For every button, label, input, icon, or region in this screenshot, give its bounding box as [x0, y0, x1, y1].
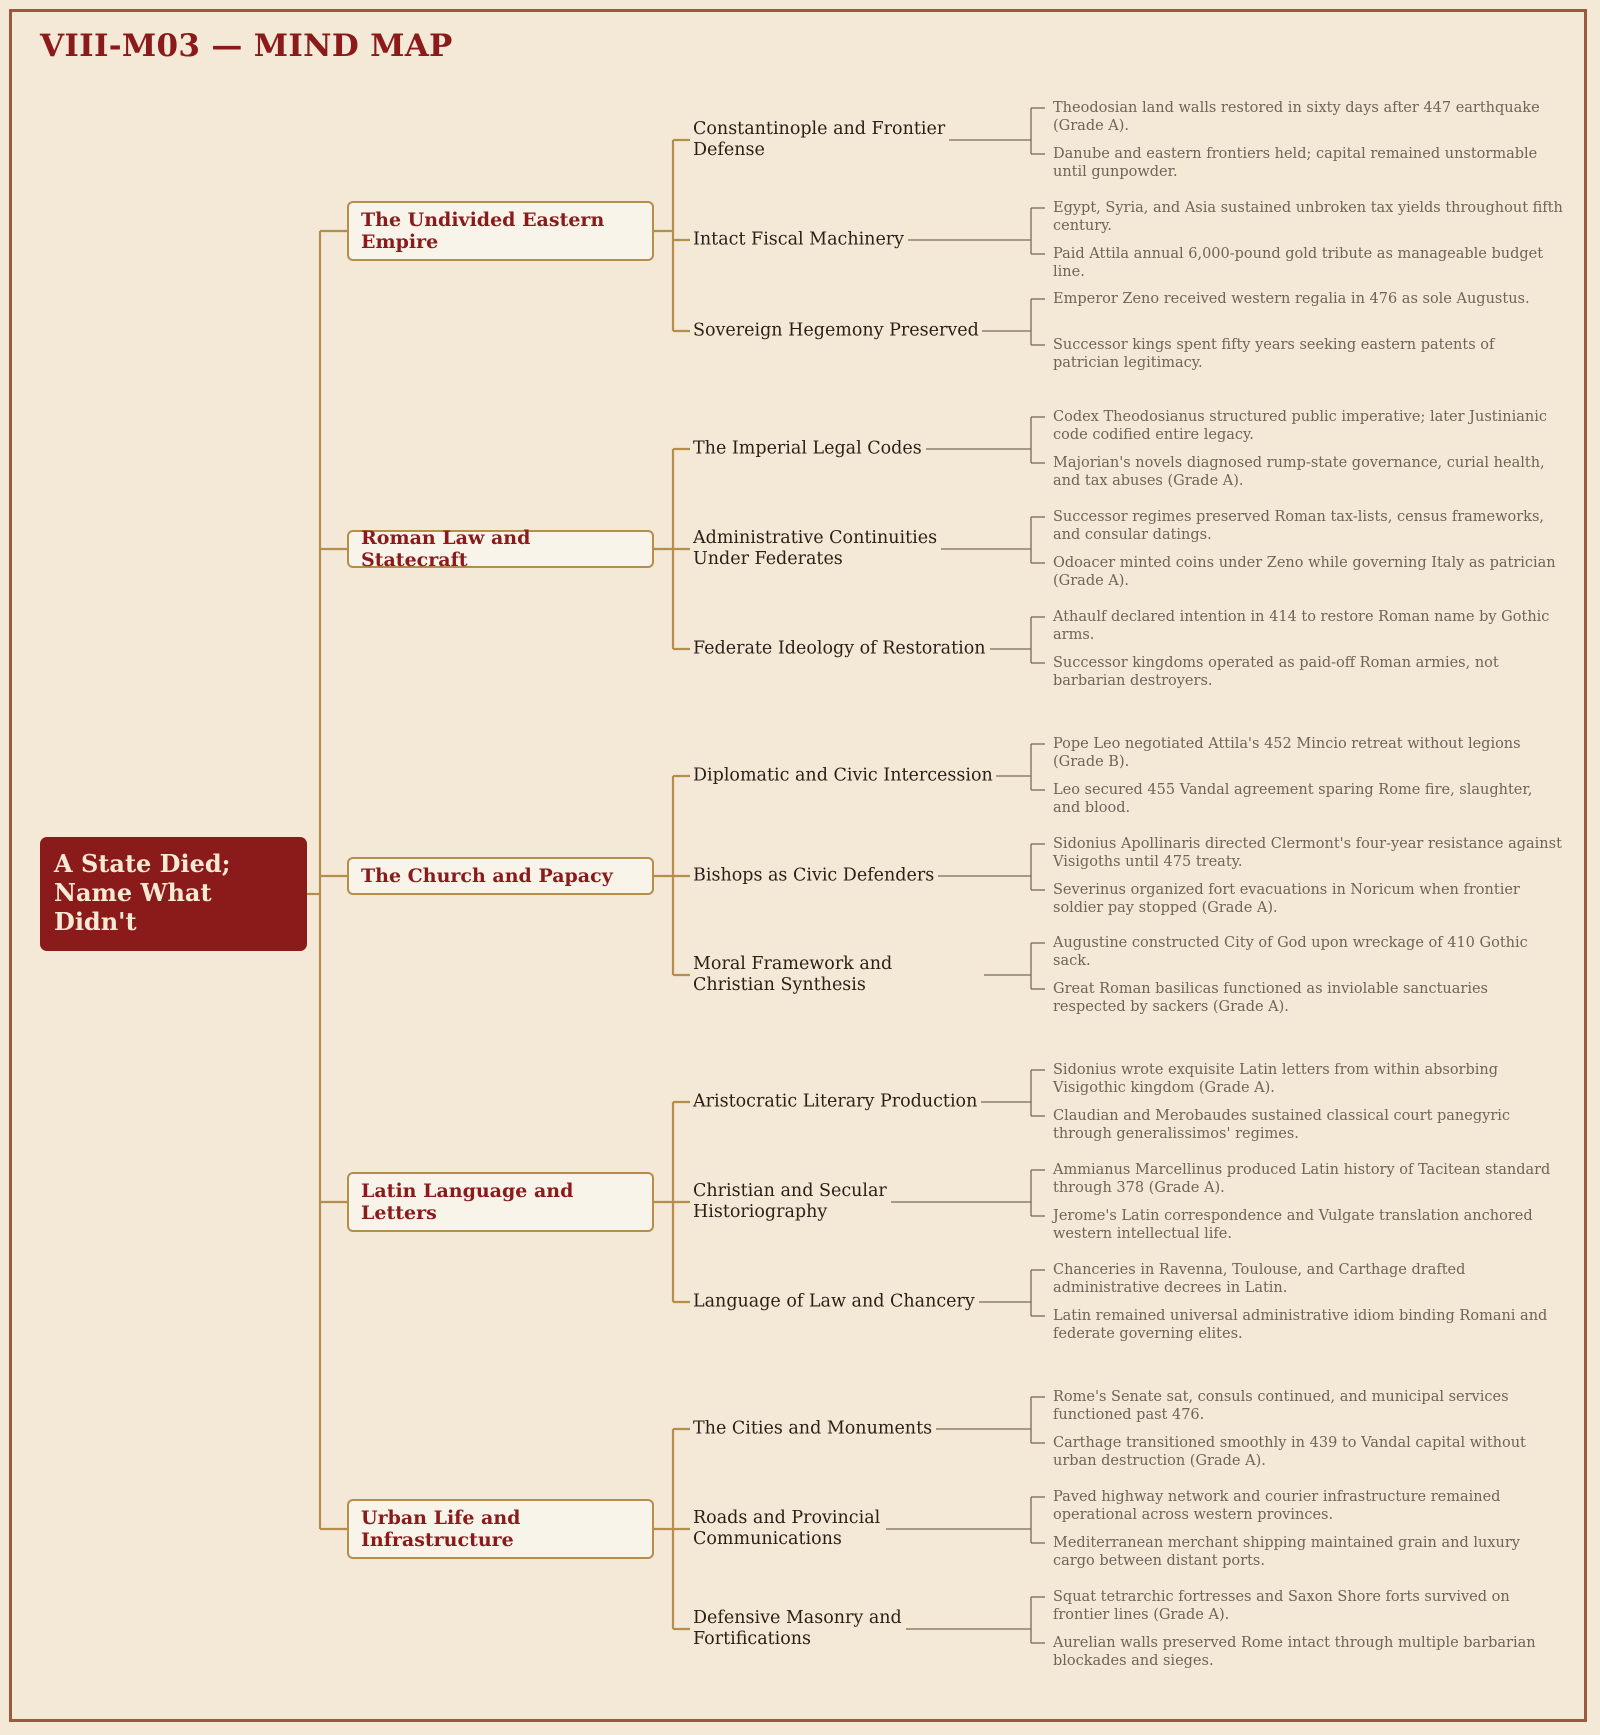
topic-node[interactable]: Sovereign Hegemony Preserved	[693, 320, 979, 341]
fact-leaf: Sidonius Apollinaris directed Clermont's four-year resistance against Visigoths until 475 treaty.	[1053, 836, 1562, 870]
topic-node[interactable]: The Imperial Legal Codes	[693, 438, 922, 459]
fact-leaf: Odoacer minted coins under Zeno while governing Italy as patrician (Grade A).	[1053, 555, 1556, 589]
root-node[interactable]: A State Died; Name What Didn't	[40, 837, 307, 951]
fact-leaf: Theodosian land walls restored in sixty days after 447 earthquake (Grade A).	[1053, 100, 1540, 134]
fact-leaf: Successor kingdoms operated as paid-off Roman armies, not barbarian destroyers.	[1053, 655, 1499, 689]
topic-node[interactable]: Federate Ideology of Restoration	[693, 638, 986, 659]
topic-node[interactable]: Defensive Masonry and Fortifications	[693, 1608, 902, 1649]
fact-leaf: Carthage transitioned smoothly in 439 to Vandal capital without urban destruction (Grade A).	[1053, 1435, 1526, 1469]
fact-leaf: Latin remained universal administrative idiom binding Romani and federate governing elites.	[1053, 1308, 1548, 1342]
fact-leaf: Athaulf declared intention in 414 to restore Roman name by Gothic arms.	[1053, 609, 1550, 643]
topic-node[interactable]: Constantinople and Frontier Defense	[693, 119, 946, 160]
branch-node[interactable]: Latin Language and Letters	[347, 1172, 654, 1232]
fact-leaf: Ammianus Marcellinus produced Latin history of Tacitean standard through 378 (Grade A).	[1053, 1162, 1551, 1196]
topic-node[interactable]: Diplomatic and Civic Intercession	[693, 765, 993, 786]
fact-leaf: Paid Attila annual 6,000-pound gold tribute as manageable budget line.	[1053, 246, 1544, 280]
fact-leaf: Egypt, Syria, and Asia sustained unbroken tax yields throughout fifth century.	[1053, 200, 1563, 234]
page-title: VIII-M03 — MIND MAP	[40, 28, 453, 64]
topic-node[interactable]: Intact Fiscal Machinery	[693, 229, 905, 250]
branch-node[interactable]: The Undivided Eastern Empire	[347, 201, 654, 261]
branch-node[interactable]: The Church and Papacy	[347, 857, 654, 895]
fact-leaf: Emperor Zeno received western regalia in 476 as sole Augustus.	[1053, 291, 1530, 307]
fact-leaf: Augustine constructed City of God upon wreckage of 410 Gothic sack.	[1053, 935, 1528, 969]
fact-leaf: Successor regimes preserved Roman tax-lists, census frameworks, and consular datings.	[1053, 509, 1545, 543]
branch-node[interactable]: Urban Life and Infrastructure	[347, 1499, 654, 1559]
fact-leaf: Aurelian walls preserved Rome intact through multiple barbarian blockades and sieges.	[1053, 1635, 1536, 1669]
fact-leaf: Squat tetrarchic fortresses and Saxon Shore forts survived on frontier lines (Grade A).	[1053, 1589, 1510, 1623]
topic-node[interactable]: Roads and Provincial Communications	[693, 1508, 881, 1549]
topic-node[interactable]: Administrative Continuities Under Federates	[693, 528, 938, 569]
fact-leaf: Danube and eastern frontiers held; capital remained unstormable until gunpowder.	[1053, 146, 1538, 180]
topic-node[interactable]: Bishops as Civic Defenders	[693, 865, 935, 886]
fact-leaf: Mediterranean merchant shipping maintained grain and luxury cargo between distant ports.	[1053, 1535, 1520, 1569]
topic-node[interactable]: The Cities and Monuments	[693, 1418, 933, 1439]
topic-node[interactable]: Moral Framework and Christian Synthesis	[693, 954, 893, 995]
branch-node[interactable]: Roman Law and Statecraft	[347, 530, 654, 568]
fact-leaf: Successor kings spent fifty years seeking eastern patents of patrician legitimacy.	[1053, 337, 1495, 371]
fact-leaf: Sidonius wrote exquisite Latin letters from within absorbing Visigothic kingdom (Grade A).	[1053, 1062, 1499, 1096]
fact-leaf: Jerome's Latin correspondence and Vulgate translation anchored western intellectual life.	[1053, 1208, 1533, 1242]
fact-leaf: Codex Theodosianus structured public imperative; later Justinianic code codified entire legacy.	[1053, 409, 1547, 443]
fact-leaf: Majorian's novels diagnosed rump-state governance, curial health, and tax abuses (Grade A).	[1053, 455, 1545, 489]
fact-leaf: Pope Leo negotiated Attila's 452 Mincio retreat without legions (Grade B).	[1053, 736, 1521, 770]
fact-leaf: Severinus organized fort evacuations in Noricum when frontier soldier pay stopped (Grade A).	[1053, 882, 1520, 916]
fact-leaf: Leo secured 455 Vandal agreement sparing Rome fire, slaughter, and blood.	[1053, 782, 1533, 816]
fact-leaf: Great Roman basilicas functioned as inviolable sanctuaries respected by sackers (Grade A).	[1053, 981, 1488, 1015]
topic-node[interactable]: Language of Law and Chancery	[693, 1291, 975, 1312]
topic-node[interactable]: Aristocratic Literary Production	[693, 1091, 978, 1112]
topic-node[interactable]: Christian and Secular Historiography	[693, 1181, 887, 1222]
fact-leaf: Chanceries in Ravenna, Toulouse, and Carthage drafted administrative decrees in Latin.	[1053, 1262, 1466, 1296]
fact-leaf: Paved highway network and courier infrastructure remained operational across western provinces.	[1053, 1489, 1501, 1523]
fact-leaf: Claudian and Merobaudes sustained classical court panegyric through generalissimos' regimes.	[1053, 1108, 1511, 1142]
fact-leaf: Rome's Senate sat, consuls continued, and municipal services functioned past 476.	[1053, 1389, 1509, 1423]
